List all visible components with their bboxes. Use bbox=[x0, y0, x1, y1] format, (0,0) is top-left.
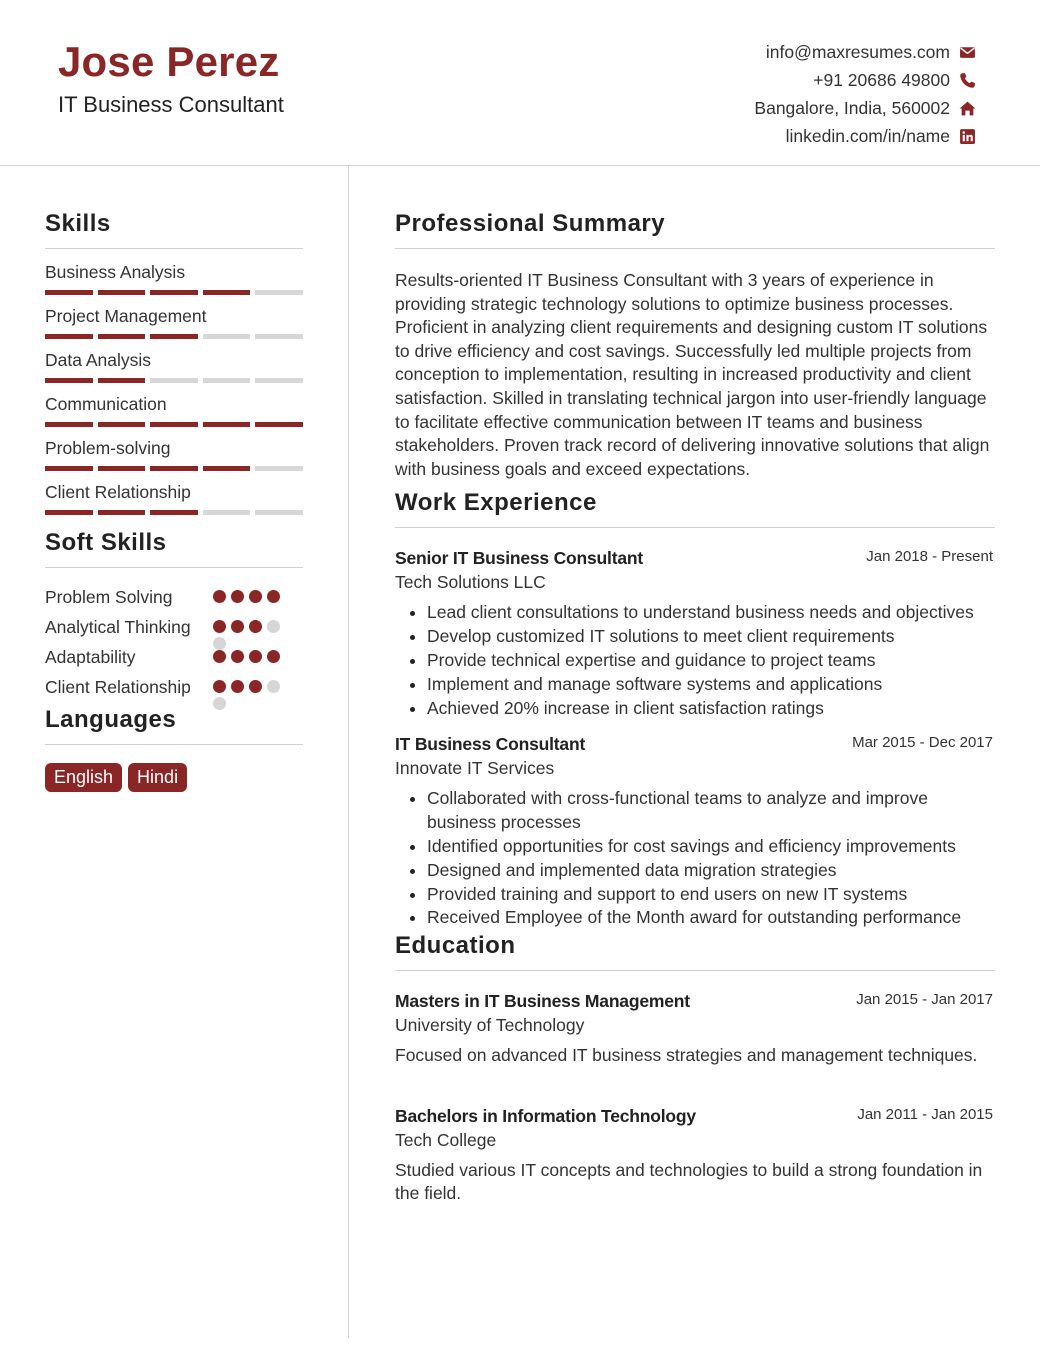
soft-skill-rating bbox=[213, 590, 291, 603]
skill-level-bar bbox=[45, 510, 303, 515]
rating-dot bbox=[231, 680, 244, 693]
resume-header bbox=[0, 0, 1040, 166]
column-divider bbox=[348, 166, 349, 1338]
soft-skill-item bbox=[45, 616, 303, 639]
job-title: IT Business Consultant bbox=[395, 734, 586, 755]
skill-level-segment bbox=[203, 378, 251, 383]
skill-item bbox=[45, 393, 303, 427]
skill-label: Problem-solving bbox=[45, 438, 171, 458]
contact-linkedin-text: linkedin.com/in/name bbox=[785, 125, 950, 146]
phone-icon bbox=[958, 71, 976, 89]
soft-skill-label: Client Relationship bbox=[45, 677, 191, 697]
soft-skill-item bbox=[45, 646, 303, 669]
summary-heading: Professional Summary bbox=[395, 210, 995, 249]
skill-level-bar bbox=[45, 422, 303, 427]
rating-dot bbox=[249, 650, 262, 663]
contact-phone-text: +91 20686 49800 bbox=[813, 69, 950, 90]
skill-level-segment bbox=[150, 510, 198, 515]
skill-level-segment bbox=[98, 378, 146, 383]
contact-list bbox=[754, 38, 976, 150]
rating-dot bbox=[231, 620, 244, 633]
rating-dot bbox=[267, 620, 280, 633]
job-bullet: Achieved 20% increase in client satisfaction ratings bbox=[407, 697, 995, 721]
rating-dot bbox=[213, 697, 226, 710]
contact-email-text: info@maxresumes.com bbox=[765, 41, 950, 62]
job-bullet: Implement and manage software systems and applications bbox=[407, 673, 995, 697]
soft-skill-item bbox=[45, 676, 303, 699]
soft-skills-list bbox=[45, 586, 303, 699]
skill-item bbox=[45, 481, 303, 515]
skill-item bbox=[45, 305, 303, 339]
rating-dot bbox=[231, 650, 244, 663]
skill-level-segment bbox=[150, 378, 198, 383]
skill-level-segment bbox=[255, 290, 303, 295]
skill-level-segment bbox=[203, 334, 251, 339]
education-entry bbox=[395, 991, 995, 1068]
skill-label: Project Management bbox=[45, 306, 207, 326]
education-entry bbox=[395, 1106, 995, 1206]
school-name: Tech College bbox=[395, 1129, 497, 1150]
skill-level-segment bbox=[98, 422, 146, 427]
skill-level-bar bbox=[45, 334, 303, 339]
experience-heading: Work Experience bbox=[395, 489, 995, 528]
rating-dot bbox=[267, 680, 280, 693]
job-bullet: Lead client consultations to understand business needs and objectives bbox=[407, 601, 995, 625]
rating-dot bbox=[249, 590, 262, 603]
contact-email[interactable] bbox=[754, 38, 976, 66]
skill-level-segment bbox=[255, 378, 303, 383]
job-bullet: Designed and implemented data migration strategies bbox=[407, 859, 995, 883]
left-column bbox=[45, 210, 303, 792]
education-date: Jan 2011 - Jan 2015 bbox=[857, 1105, 993, 1123]
skill-level-segment bbox=[150, 422, 198, 427]
rating-dot bbox=[213, 650, 226, 663]
skill-level-segment bbox=[150, 334, 198, 339]
skill-level-segment bbox=[45, 290, 93, 295]
skill-label: Business Analysis bbox=[45, 262, 186, 282]
skill-level-segment bbox=[45, 334, 93, 339]
rating-dot bbox=[249, 680, 262, 693]
job-date: Mar 2015 - Dec 2017 bbox=[852, 734, 993, 752]
job-bullet: Received Employee of the Month award for outstanding performance bbox=[407, 906, 995, 930]
rating-dot bbox=[213, 680, 226, 693]
skill-label: Data Analysis bbox=[45, 350, 152, 370]
job-bullet: Provided training and support to end users on new IT systems bbox=[407, 883, 995, 907]
linkedin-icon bbox=[958, 127, 976, 145]
soft-skill-label: Analytical Thinking bbox=[45, 617, 191, 637]
skill-level-segment bbox=[203, 466, 251, 471]
job-bullet: Collaborated with cross-functional teams to analyze and improve business processes bbox=[407, 787, 995, 835]
contact-address-text: Bangalore, India, 560002 bbox=[754, 97, 950, 118]
skill-level-segment bbox=[45, 422, 93, 427]
language-badge: Hindi bbox=[128, 763, 187, 792]
skill-item bbox=[45, 437, 303, 471]
contact-linkedin[interactable] bbox=[754, 122, 976, 150]
skill-level-segment bbox=[98, 510, 146, 515]
school-name: University of Technology bbox=[395, 1015, 585, 1036]
rating-dot bbox=[213, 590, 226, 603]
skill-label: Client Relationship bbox=[45, 482, 191, 502]
job-bullet: Identified opportunities for cost savings and efficiency improvements bbox=[407, 835, 995, 859]
home-icon bbox=[958, 99, 976, 117]
soft-skill-label: Problem Solving bbox=[45, 587, 173, 607]
skill-level-segment bbox=[98, 466, 146, 471]
job-title: Senior IT Business Consultant bbox=[395, 548, 643, 569]
skill-level-segment bbox=[98, 334, 146, 339]
skill-level-bar bbox=[45, 378, 303, 383]
contact-phone[interactable] bbox=[754, 66, 976, 94]
education-date: Jan 2015 - Jan 2017 bbox=[856, 991, 993, 1009]
soft-skill-rating bbox=[213, 650, 291, 663]
skill-level-segment bbox=[45, 466, 93, 471]
skill-level-segment bbox=[150, 290, 198, 295]
skill-level-segment bbox=[45, 510, 93, 515]
soft-skill-item bbox=[45, 586, 303, 609]
education-description: Studied various IT concepts and technologies to build a strong foundation in the field. bbox=[395, 1159, 983, 1204]
job-bullets bbox=[395, 787, 995, 930]
skill-level-segment bbox=[255, 334, 303, 339]
job-bullet: Develop customized IT solutions to meet client requirements bbox=[407, 625, 995, 649]
degree-title: Masters in IT Business Management bbox=[395, 991, 690, 1012]
soft-skill-rating bbox=[213, 680, 291, 710]
skill-level-bar bbox=[45, 466, 303, 471]
education-heading: Education bbox=[395, 932, 995, 971]
candidate-title: IT Business Consultant bbox=[58, 92, 284, 117]
job-entry bbox=[395, 734, 995, 930]
skill-level-segment bbox=[255, 422, 303, 427]
skill-item bbox=[45, 261, 303, 295]
summary-text: Results-oriented IT Business Consultant with 3 years of experience in providing strategic technology solutions to optimize business processes. Proficient in analyzing client requirements and designing custom IT solutions to drive efficiency and cost savings. Successfully led multiple projects from conception to implementation, resulting in increased productivity and client satisfaction. Skilled in translating technical jargon into user-friendly language to facilitate effective communication between IT teams and business stakeholders. Proven track record of delivering innovative solutions that align with business goals and exceed expectations. bbox=[395, 270, 990, 479]
job-bullets bbox=[395, 601, 995, 720]
skill-level-segment bbox=[203, 422, 251, 427]
rating-dot bbox=[267, 650, 280, 663]
skills-list bbox=[45, 261, 303, 515]
languages-heading: Languages bbox=[45, 706, 303, 745]
skill-label: Communication bbox=[45, 394, 167, 414]
job-entry bbox=[395, 548, 995, 720]
education-description: Focused on advanced IT business strategies and management techniques. bbox=[395, 1045, 978, 1066]
rating-dot bbox=[231, 590, 244, 603]
skill-item bbox=[45, 349, 303, 383]
candidate-name: Jose Perez bbox=[58, 38, 280, 85]
skill-level-segment bbox=[255, 466, 303, 471]
soft-skill-label: Adaptability bbox=[45, 647, 136, 667]
skill-level-segment bbox=[150, 466, 198, 471]
job-bullet: Provide technical expertise and guidance to project teams bbox=[407, 649, 995, 673]
skill-level-segment bbox=[45, 378, 93, 383]
job-company: Tech Solutions LLC bbox=[395, 572, 546, 593]
languages-list bbox=[45, 763, 303, 792]
job-date: Jan 2018 - Present bbox=[866, 548, 993, 566]
degree-title: Bachelors in Information Technology bbox=[395, 1105, 696, 1126]
skill-level-segment bbox=[203, 510, 251, 515]
rating-dot bbox=[267, 590, 280, 603]
contact-address bbox=[754, 94, 976, 122]
skill-level-segment bbox=[255, 510, 303, 515]
right-column bbox=[395, 210, 995, 1206]
job-company: Innovate IT Services bbox=[395, 758, 555, 779]
skill-level-segment bbox=[203, 290, 251, 295]
skill-level-segment bbox=[98, 290, 146, 295]
envelope-icon bbox=[958, 43, 976, 61]
language-badge: English bbox=[45, 763, 122, 792]
soft-skills-heading: Soft Skills bbox=[45, 529, 303, 568]
rating-dot bbox=[213, 620, 226, 633]
skills-heading: Skills bbox=[45, 210, 303, 249]
skill-level-bar bbox=[45, 290, 303, 295]
rating-dot bbox=[249, 620, 262, 633]
